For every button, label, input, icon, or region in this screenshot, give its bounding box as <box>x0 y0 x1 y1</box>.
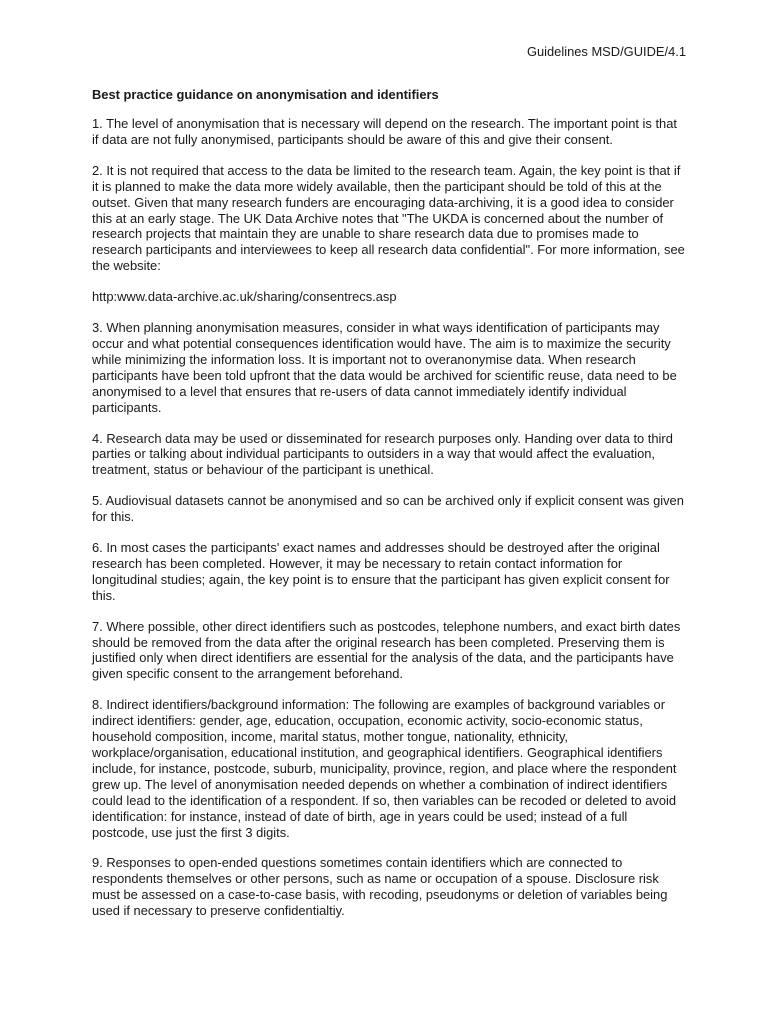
document-reference: Guidelines MSD/GUIDE/4.1 <box>526 44 686 59</box>
document-title: Best practice guidance on anonymisation and identifiers <box>92 87 439 102</box>
document-body <box>92 87 686 934</box>
website-url: http:www.data-archive.ac.uk/sharing/consentrecs.asp <box>92 289 397 305</box>
paragraph-3: 3. When planning anonymisation measures, consider in what ways identification of participants may occur and what potential consequences identification would have. The aim is to maximize the security while minimizing the information loss. It is important not to overanonymise data. When research participants have been told upfront that the data would be archived for scientific reuse, data need to be anonymised to a level that ensures that re-users of data cannot immediately identify individual participants. <box>92 320 677 415</box>
paragraph-8: 8. Indirect identifiers/background information: The following are examples of background variables or indirect identifiers: gender, age, education, occupation, economic activity, socio-economic status, household composition, income, marital status, mother tongue, nationality, ethnicity, workplace/organisation, educational institution, and geographical identifiers. Geographical identifiers include, for instance, postcode, suburb, municipality, province, region, and place where the respondent grew up. The level of anonymisation needed depends on whether a combination of indirect identifiers could lead to the identification of a respondent. If so, then variables can be recoded or deleted to avoid identification: for instance, instead of date of birth, age in years could be used; instead of a full postcode, use just the first 3 digits. <box>92 697 677 840</box>
paragraph-1: 1. The level of anonymisation that is necessary will depend on the research. The important point is that if data are not fully anonymised, participants should be aware of this and give their consent. <box>92 116 677 147</box>
paragraph-9: 9. Responses to open-ended questions sometimes contain identifiers which are connected to respondents themselves or other persons, such as name or occupation of a spouse. Disclosure risk must be assessed on a case-to-case basis, with recoding, pseudonyms or deletion of variables being used if necessary to preserve confidentialtiy. <box>92 855 668 919</box>
paragraph-5: 5. Audiovisual datasets cannot be anonymised and so can be archived only if explicit consent was given for this. <box>92 493 684 525</box>
paragraph-4: 4. Research data may be used or disseminated for research purposes only. Handing over data to third parties or talking about individual participants to outsiders in a way that would affect the evaluation, treatment, status or behaviour of the participant is unethical. <box>92 430 673 478</box>
paragraph-6: 6. In most cases the participants' exact names and addresses should be destroyed after the original research has been completed. However, it may be necessary to retain contact information for longitudinal studies; again, the key point is to ensure that the participant has given explicit consent for this. <box>92 540 670 603</box>
paragraph-2: 2. It is not required that access to the data be limited to the research team. Again, the key point is that if it is planned to make the data more widely available, then the participant should be told of this at the outset. Given that many research funders are encouraging data-archiving, it is a good idea to consider this at an early stage. The UK Data Archive notes that "The UKDA is concerned about the number of research projects that maintain they are unable to share research data due to promises made to research participants and interviewees to keep all research data confidential". For more information, see the website: <box>92 162 685 274</box>
paragraph-7: 7. Where possible, other direct identifiers such as postcodes, telephone numbers, and exact birth dates should be removed from the data after the original research has been completed. Preserving them is justified only when direct identifiers are essential for the analysis of the data, and the participants have given specific consent to the arrangement beforehand. <box>92 618 681 682</box>
